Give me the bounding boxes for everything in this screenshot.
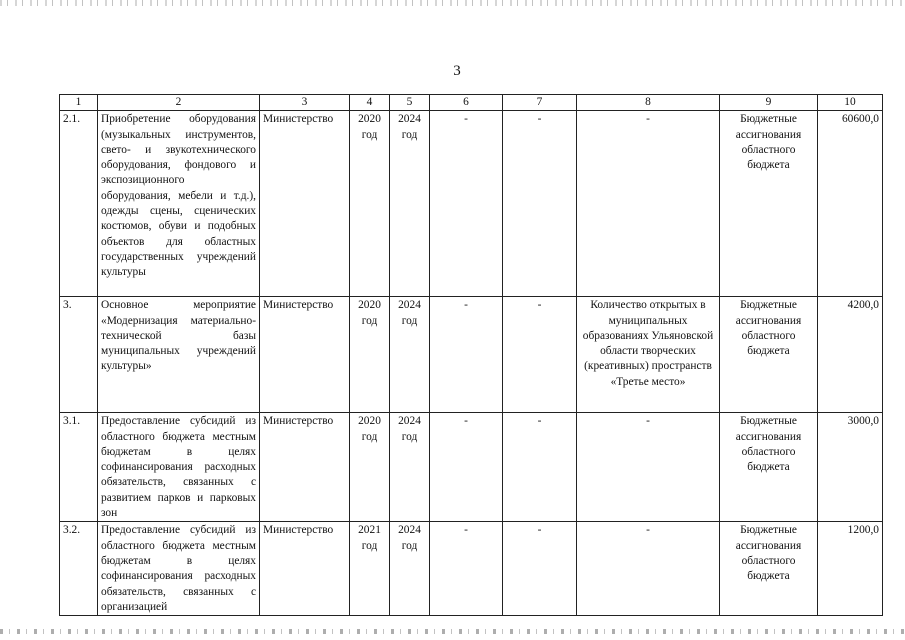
row-number: 3.2. — [60, 522, 98, 616]
col-header-3: 3 — [260, 95, 350, 111]
col-header-9: 9 — [720, 95, 818, 111]
table-row — [60, 413, 883, 522]
row-number: 3. — [60, 297, 98, 413]
row-number: 3.1. — [60, 413, 98, 522]
funding-amount: 4200,0 — [818, 297, 883, 413]
funding-source: Бюджетные ассигнования областного бюджета — [720, 111, 818, 297]
indicator: - — [577, 111, 720, 297]
table-row — [60, 297, 883, 413]
table-row — [60, 522, 883, 616]
funding-amount: 3000,0 — [818, 413, 883, 522]
funding-source: Бюджетные ассигнования областного бюджета — [720, 297, 818, 413]
end-year: 2024 год — [390, 297, 430, 413]
column-7-value: - — [503, 297, 577, 413]
col-header-7: 7 — [503, 95, 577, 111]
col-header-1: 1 — [60, 95, 98, 111]
page-number: 3 — [453, 63, 461, 79]
funding-source: Бюджетные ассигнования областного бюджета — [720, 522, 818, 616]
scan-artifact-top — [0, 0, 905, 6]
column-7-value: - — [503, 413, 577, 522]
column-6-value: - — [430, 413, 503, 522]
column-6-value: - — [430, 522, 503, 616]
end-year: 2024 год — [390, 522, 430, 616]
executor: Министерство — [260, 522, 350, 616]
funding-amount: 1200,0 — [818, 522, 883, 616]
column-7-value: - — [503, 522, 577, 616]
executor: Министерство — [260, 297, 350, 413]
col-header-2: 2 — [98, 95, 260, 111]
table-row — [60, 111, 883, 297]
scan-artifact-bottom — [0, 629, 905, 634]
end-year: 2024 год — [390, 111, 430, 297]
col-header-6: 6 — [430, 95, 503, 111]
row-number: 2.1. — [60, 111, 98, 297]
start-year: 2021 год — [350, 522, 390, 616]
col-header-5: 5 — [390, 95, 430, 111]
col-header-8: 8 — [577, 95, 720, 111]
column-6-value: - — [430, 111, 503, 297]
start-year: 2020 год — [350, 297, 390, 413]
col-header-10: 10 — [818, 95, 883, 111]
start-year: 2020 год — [350, 413, 390, 522]
executor: Министерство — [260, 111, 350, 297]
funding-source: Бюджетные ассигнования областного бюджета — [720, 413, 818, 522]
column-7-value: - — [503, 111, 577, 297]
measure-name: Предоставление субсидий из областного бюджета местным бюджетам в целях софинансирования расходных обязательств, связанных с организацией — [98, 522, 260, 616]
start-year: 2020 год — [350, 111, 390, 297]
indicator: - — [577, 522, 720, 616]
col-header-4: 4 — [350, 95, 390, 111]
measure-name: Приобретение оборудования (музыкальных инструментов, свето- и звукотехнического оборудования, фондового и экспозиционного оборудования, мебели и т.д.), одежды сцены, сценических костюмов, обуви и подобных объектов для областных государственных учреждений культуры — [98, 111, 260, 297]
program-table — [59, 94, 883, 616]
executor: Министерство — [260, 413, 350, 522]
end-year: 2024 год — [390, 413, 430, 522]
indicator: - — [577, 413, 720, 522]
indicator: Количество открытых в муниципальных образованиях Ульяновской области творческих (креативных) пространств «Третье место» — [577, 297, 720, 413]
column-6-value: - — [430, 297, 503, 413]
measure-name: Основное мероприятие «Модернизация материально-технической базы муниципальных учреждений культуры» — [98, 297, 260, 413]
measure-name: Предоставление субсидий из областного бюджета местным бюджетам в целях софинансирования расходных обязательств, связанных с развитием парков и парковых зон — [98, 413, 260, 522]
funding-amount: 60600,0 — [818, 111, 883, 297]
header-row — [60, 95, 883, 111]
